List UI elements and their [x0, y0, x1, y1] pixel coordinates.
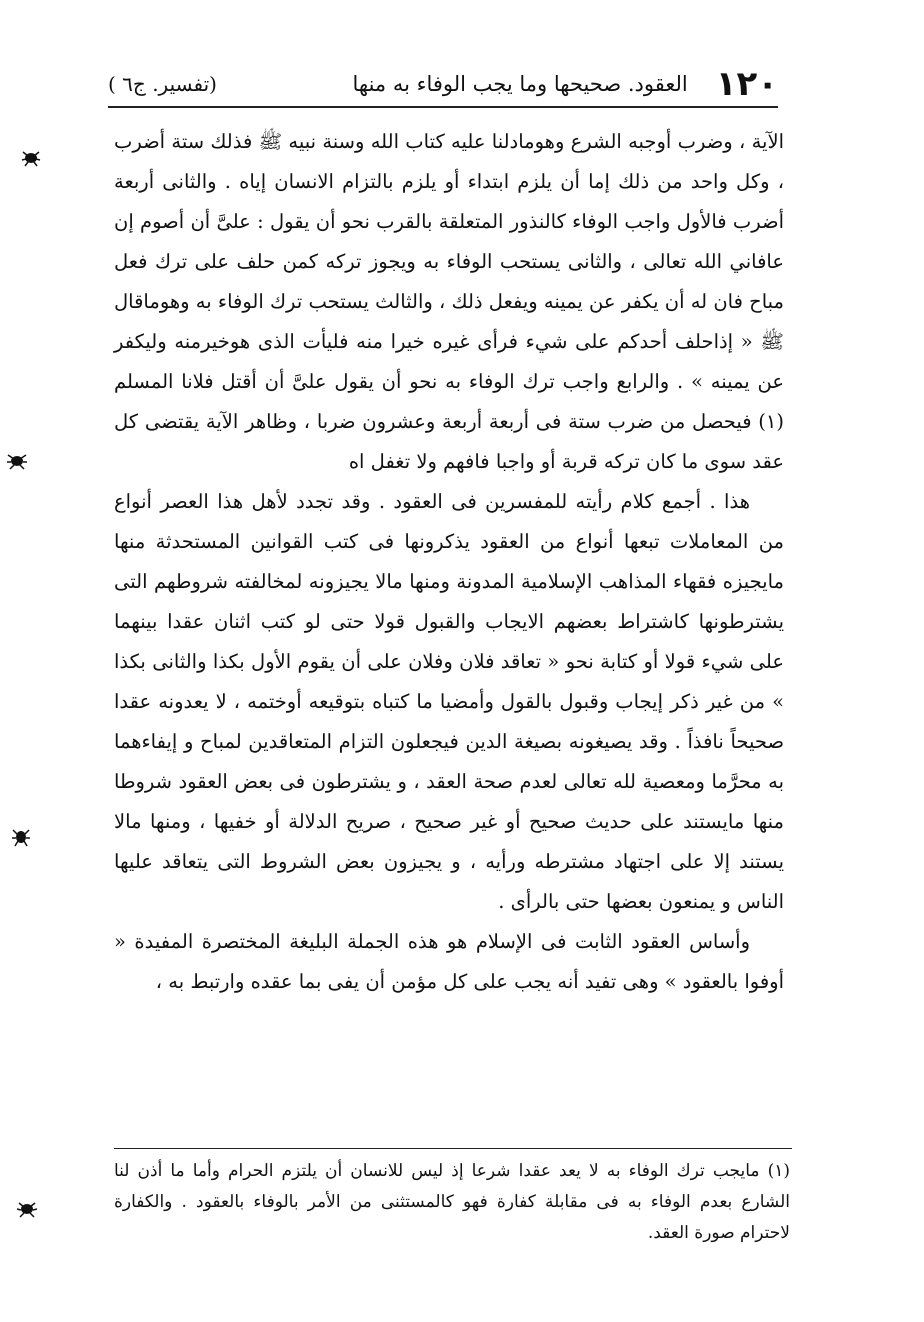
- footnote: [114, 1156, 790, 1249]
- header-book-reference: (تفسير. ج٦ ): [108, 72, 217, 96]
- header-title: العقود. صحيحها وما يجب الوفاء به منها: [352, 72, 688, 96]
- running-header: [108, 62, 778, 108]
- insect-mark-icon: [6, 450, 28, 472]
- insect-mark-icon: [16, 1198, 38, 1220]
- page-number: ١٢٠: [715, 64, 778, 104]
- footnote-text: (١) مايجب ترك الوفاء به لا يعد عقدا شرعا إذ ليس للانسان أن يلتزم الحرام وأما ما أذن لنا الشارع بعدم الوفاء به فى مقابلة كفارة فهو كالمستثنى من الأمر بالوفاء بالعقود . والكفارة لاحترام صورة العقد.: [114, 1161, 790, 1243]
- paragraph-2: هذا . أجمع كلام رأيته للمفسرين فى العقود . وقد تجدد لأهل هذا العصر أنواع من المعاملات تبعها أنواع من العقود يذكرونها فى كتب القوانين المستحدثة منها مايجيزه فقهاء المذاهب الإسلامية المدونة ومنها مالا يجيزونه لمخالفته شروطهم التى يشترطونها كاشتراط بعضهم الايجاب والقبول قولا حتى لو كتب اثنان عقدا بينهما على شيء قولا أو كتابة نحو « تعاقد فلان وفلان على أن يقوم الأول بكذا والثانى بكذا » من غير ذكر إيجاب وقبول بالقول وأمضيا ما كتباه بتوقيعه أوختمه ، لا يعدونه عقدا صحيحاً نافذاً . وقد يصيغونه بصيغة الدين فيجعلون التزام المتعاقدين لمباح و إيفاءهما به محرَّما ومعصية لله تعالى لعدم صحة العقد ، و يشترطون فى بعض العقود شروطا منها مايستند على حديث صحيح أو غير صحيح ، صريح الدلالة أو خفيها ، ومنها مالا يستند إلا على اجتهاد مشترطه ورأيه ، و يجيزون بعض الشروط التى يتعاقد عليها الناس و يمنعون بعضها حتى بالرأى .: [114, 490, 784, 913]
- paragraph-1: الآية ، وضرب أوجبه الشرع وهومادلنا عليه كتاب الله وسنة نبيه ﷺ فذلك ستة أضرب ، وكل واحد من ذلك إما أن يلزم ابتداء أو يلزم بالتزام الانسان إياه . والثانى أربعة أضرب فالأول واجب الوفاء كالنذور المتعلقة بالقرب نحو أن يقول : علىَّ أن أصوم إن عافاني الله تعالى ، والثانى يستحب الوفاء به ويجوز تركه كمن حلف على ترك فعل مباح فان له أن يكفر عن يمينه ويفعل ذلك ، والثالث يستحب ترك الوفاء به وهوماقال ﷺ « إذاحلف أحدكم على شيء فرأى غيره خيرا منه فليأت الذى هوخيرمنه وليكفر عن يمينه » . والرابع واجب ترك الوفاء به نحو أن يقول علىَّ أن أقتل فلانا المسلم (١) فيحصل من ضرب ستة فى أربعة أربعة وعشرون ضربا ، وظاهر الآية يقتضى كل عقد سوى ما كان تركه قربة أو واجبا فافهم ولا تغفل اه: [114, 130, 784, 473]
- paragraph-3: وأساس العقود الثابت فى الإسلام هو هذه الجملة البليغة المختصرة المفيدة « أوفوا بالعقود » وهى تفيد أنه يجب على كل مؤمن أن يفى بما عقده وارتبط به ،: [114, 930, 784, 993]
- footnote-separator: [114, 1148, 792, 1149]
- insect-mark-icon: [20, 146, 42, 168]
- main-text: [114, 122, 784, 1002]
- insect-mark-icon: [10, 826, 32, 848]
